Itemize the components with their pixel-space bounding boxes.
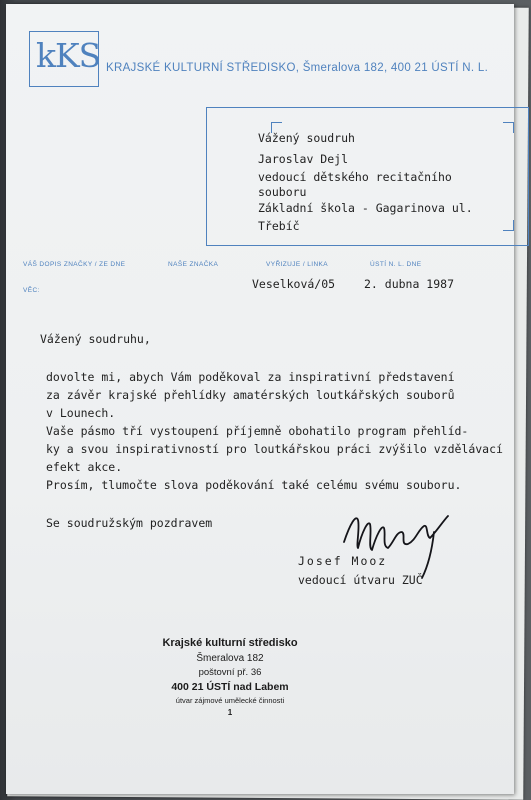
body-line: efekt akce. xyxy=(46,460,123,474)
logo-text: kKS xyxy=(36,36,101,75)
recipient-line: Třebíč xyxy=(258,219,300,233)
closing: Se soudružským pozdravem xyxy=(46,516,213,530)
body-line: dovolte mi, abych Vám poděkoval za inspirativní představení xyxy=(46,370,455,384)
recipient-line: Základní škola - Gagarinova ul. xyxy=(258,201,473,215)
body-line: ky a svou inspirativností pro loutkářskou práci zvýšilo vzdělávací xyxy=(46,442,503,456)
address-corner-bottom-right xyxy=(503,220,514,231)
label-handled-by: VYŘIZUJE / LINKA xyxy=(266,261,329,268)
footer-unit: útvar zájmové umělecké činnosti xyxy=(175,696,285,705)
recipient-line: Jaroslav Dejl xyxy=(258,152,349,166)
body-line: za závěr krajské přehlídky amatérských loutkářských souborů xyxy=(46,388,455,402)
handwritten-signature xyxy=(336,502,466,582)
body-line: Vaše pásmo tří vystoupení příjemně obohatilo program přehlíd- xyxy=(46,424,469,438)
letterhead-org-line: KRAJSKÉ KULTURNÍ STŘEDISKO, Šmeralova 182, 400 21 ÚSTÍ N. L. xyxy=(106,62,489,74)
label-place-date: ÚSTÍ N. L. DNE xyxy=(370,261,422,268)
footer-org: Krajské kulturní středisko xyxy=(162,637,298,649)
footer-city: 400 21 ÚSTÍ nad Labem xyxy=(171,681,289,693)
recipient-line: vedoucí dětského recitačního xyxy=(258,170,452,184)
label-your-letter: VÁŠ DOPIS ZNAČKY / ZE DNE xyxy=(23,261,126,268)
handled-by-value: Veselková/05 xyxy=(252,277,336,291)
body-line: v Lounech. xyxy=(46,406,116,420)
label-our-ref: NAŠE ZNAČKA xyxy=(168,261,219,268)
footer-pobox: poštovní př. 36 xyxy=(198,667,262,678)
letter-date: 2. dubna 1987 xyxy=(364,277,455,291)
signatory-name: Josef Mooz xyxy=(298,554,388,568)
body-line: Prosím, tlumočte slova poděkování také celému svému souboru. xyxy=(46,478,462,492)
address-corner-top-right xyxy=(503,122,514,133)
footer-number: 1 xyxy=(227,708,233,717)
recipient-line: Vážený soudruh xyxy=(258,131,355,145)
signatory-title: vedoucí útvaru ZUČ xyxy=(298,573,423,587)
footer-street: Šmeralova 182 xyxy=(196,653,264,664)
kks-logo xyxy=(29,31,99,87)
label-subject: VĚC: xyxy=(23,287,40,294)
salutation: Vážený soudruhu, xyxy=(40,332,151,346)
letter-page xyxy=(6,4,514,794)
recipient-line: souboru xyxy=(258,185,307,199)
